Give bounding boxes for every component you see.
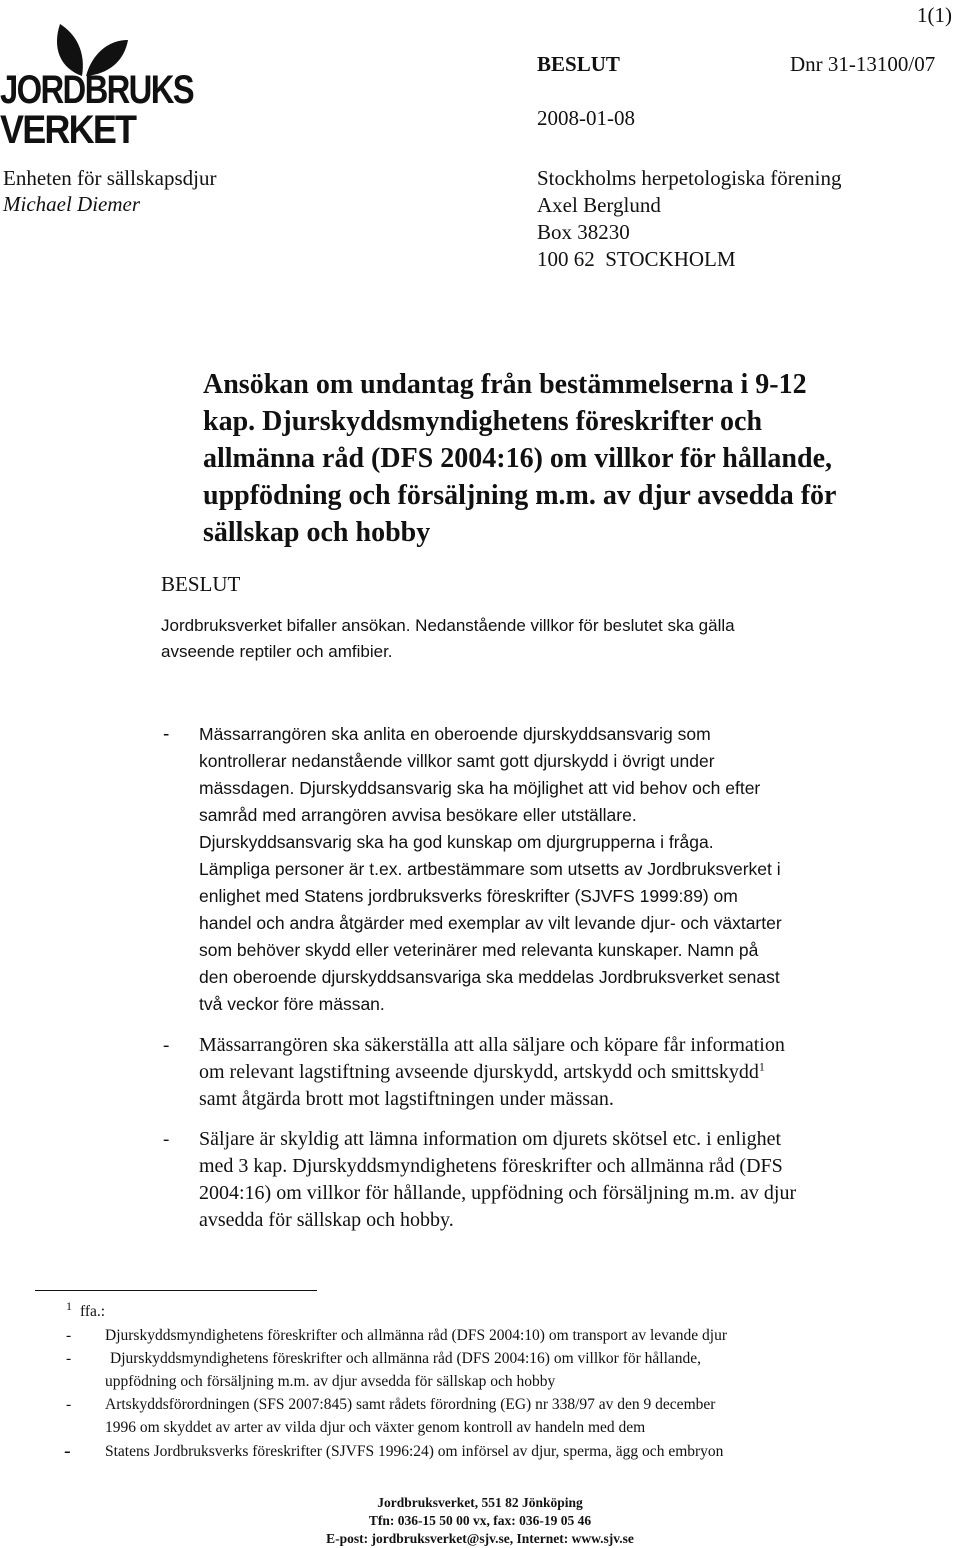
recipient-line: Box 38230 — [537, 220, 630, 244]
list-dash: - — [163, 1035, 170, 1056]
title-line: sällskap och hobby — [203, 517, 431, 548]
recipient-line: Stockholms herpetologiska förening — [537, 166, 842, 190]
diary-number: Dnr 31-13100/07 — [790, 52, 936, 76]
condition-text — [199, 721, 782, 1018]
document-title — [203, 366, 836, 551]
list-dash: - — [163, 724, 170, 745]
footnote-line: Statens Jordbruksverks föreskrifter (SJVFS 1996:24) om införsel av djur, sperma, ägg och embryon — [105, 1443, 724, 1460]
logo — [0, 18, 193, 152]
condition-line: kontrollerar nedanstående villkor samt gott djurskydd i övrigt under — [199, 751, 715, 771]
condition-line: 2004:16) om villkor för hållande, uppfödning och försäljning m.m. av djur — [199, 1182, 797, 1204]
condition-line: den oberoende djurskyddsansvariga ska meddelas Jordbruksverket senast — [199, 967, 780, 987]
intro-paragraph — [161, 613, 735, 665]
list-dash: - — [66, 1396, 72, 1413]
logo-text-line-1: JORDBRUKS — [0, 68, 193, 112]
document-date: 2008-01-08 — [537, 106, 635, 130]
list-dash: - — [66, 1350, 72, 1367]
condition-line: om relevant lagstiftning avseende djurskydd, artskydd och smittskydd$^1$ — [199, 1059, 765, 1083]
sender-name: Michael Diemer — [3, 192, 141, 216]
footnote-line: Artskyddsförordningen (SFS 2007:845) samt rådets förordning (EG) nr 338/97 av den 9 december — [105, 1396, 716, 1413]
footer-contact[interactable]: E-post: jordbruksverket@sjv.se, Internet: www.sjv.se — [326, 1531, 634, 1546]
condition-line: som behöver skydd eller veterinärer med relevanta kunskaper. Namn på — [199, 940, 759, 960]
page-number: 1(1) — [917, 3, 952, 27]
recipient-line: 100 62 STOCKHOLM — [537, 247, 736, 271]
condition-line: med 3 kap. Djurskyddsmyndighetens föreskrifter och allmänna råd (DFS — [199, 1155, 783, 1177]
footnote-line: uppfödning och försäljning m.m. av djur avsedda för sällskap och hobby — [105, 1373, 556, 1390]
intro-line: avseende reptiler och amfibier. — [161, 642, 393, 661]
footer-phone: Tfn: 036-15 50 00 vx, fax: 036-19 05 46 — [368, 1513, 592, 1528]
title-line: Ansökan om undantag från bestämmelserna i 9-12 — [203, 369, 807, 400]
page-footer — [0, 1494, 960, 1548]
recipient-line: Axel Berglund — [537, 193, 661, 217]
document-type: BESLUT — [537, 52, 620, 76]
condition-line: samråd med arrangören avvisa besökare eller utställare. — [199, 805, 637, 825]
footnote-line: Djurskyddsmyndighetens föreskrifter och allmänna råd (DFS 2004:10) om transport av levande djur — [105, 1327, 728, 1344]
title-line: uppfödning och försäljning m.m. av djur avsedda för — [203, 480, 837, 511]
recipient-address — [537, 165, 841, 273]
condition-line: Mässarrangören ska säkerställa att alla säljare och köpare får information — [199, 1034, 785, 1056]
list-dash: - — [163, 1129, 170, 1150]
condition-line: Säljare är skyldig att lämna information om djurets skötsel etc. i enlighet — [199, 1128, 782, 1150]
list-dash: - — [64, 1440, 71, 1462]
footnote-reference[interactable]: 1 — [758, 1059, 765, 1074]
title-line: allmänna råd (DFS 2004:16) om villkor för hållande, — [203, 443, 833, 474]
condition-line: Djurskyddsansvarig ska ha god kunskap om djurgrupperna i fråga. — [199, 832, 714, 852]
condition-line: handel och andra åtgärder med exemplar av vilt levande djur- och växtarter — [199, 913, 782, 933]
list-dash: - — [66, 1327, 72, 1344]
condition-line: enlighet med Statens jordbruksverks föreskrifter (SJVFS 1999:89) om — [199, 886, 738, 906]
condition-line: samt åtgärda brott mot lagstiftningen under mässan. — [199, 1088, 614, 1110]
condition-line: mässdagen. Djurskyddsansvarig ska ha möjlighet att vid behov och efter — [199, 778, 761, 798]
title-line: kap. Djurskyddsmyndighetens föreskrifter och — [203, 406, 763, 437]
intro-line: Jordbruksverket bifaller ansökan. Nedanstående villkor för beslutet ska gälla — [161, 616, 735, 635]
condition-line: Mässarrangören ska anlita en oberoende djurskyddsansvarig som — [199, 724, 711, 744]
condition-line: två veckor före mässan. — [199, 994, 385, 1014]
footnote-separator — [35, 1290, 317, 1291]
sender-unit: Enheten för sällskapsdjur — [3, 166, 217, 190]
condition-text — [199, 1032, 785, 1113]
footer-address: Jordbruksverket, 551 82 Jönköping — [377, 1495, 583, 1510]
condition-line: avsedda för sällskap och hobby. — [199, 1209, 454, 1231]
section-heading: BESLUT — [161, 572, 241, 596]
condition-text — [199, 1126, 796, 1234]
footnote-line: Djurskyddsmyndighetens föreskrifter och allmänna råd (DFS 2004:16) om villkor för hållande, — [110, 1350, 702, 1367]
condition-line: Lämpliga personer är t.ex. artbestämmare som utsetts av Jordbruksverket i — [199, 859, 781, 879]
footnote-line: 1996 om skyddet av arter av vilda djur och växter genom kontroll av handeln med dem — [105, 1419, 646, 1436]
logo-text-line-2: VERKET — [0, 108, 136, 152]
